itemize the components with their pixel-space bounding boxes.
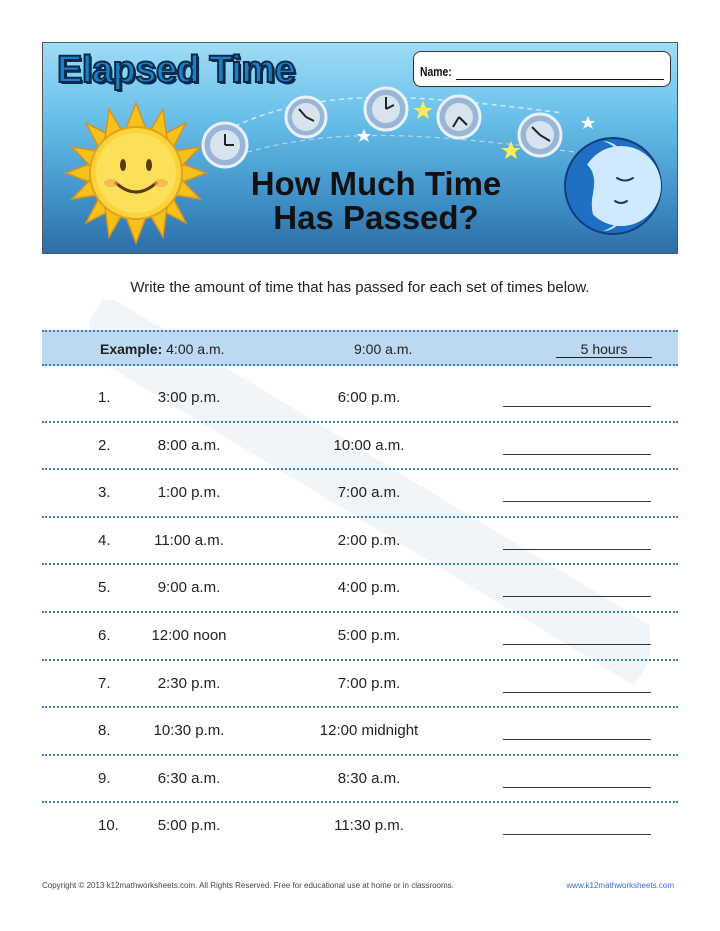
answer-blank[interactable] <box>503 834 651 835</box>
start-time: 1:00 p.m. <box>157 484 221 502</box>
example-row <box>42 330 678 366</box>
sun-icon <box>66 103 206 243</box>
name-field-line[interactable] <box>456 79 664 80</box>
problem-list <box>42 375 678 851</box>
problem-row <box>42 375 678 423</box>
problem-number: 3. <box>98 484 111 502</box>
name-label: Name: <box>420 64 452 79</box>
worksheet-title: Elapsed Time <box>57 49 296 91</box>
problem-number: 6. <box>98 626 111 644</box>
example-end-time: 9:00 a.m. <box>354 341 413 357</box>
end-time: 2:00 p.m. <box>337 531 401 549</box>
start-time: 3:00 p.m. <box>157 389 221 406</box>
problem-row <box>42 803 678 851</box>
answer-blank[interactable] <box>503 739 651 740</box>
answer-blank[interactable] <box>503 549 651 550</box>
headline <box>221 167 531 235</box>
problem-number: 4. <box>98 531 111 549</box>
example-answer: 5 hours <box>556 341 652 358</box>
end-time: 7:00 p.m. <box>337 674 401 692</box>
problem-row <box>42 470 678 518</box>
start-time: 9:00 a.m. <box>157 579 221 597</box>
end-time: 7:00 a.m. <box>337 484 401 502</box>
answer-blank[interactable] <box>503 692 651 693</box>
example-start-time: 4:00 a.m. <box>166 341 225 357</box>
example-start <box>100 341 225 357</box>
start-time: 8:00 a.m. <box>157 436 221 454</box>
start-time: 11:00 a.m. <box>154 531 224 549</box>
answer-blank[interactable] <box>503 501 651 502</box>
problem-number: 2. <box>98 436 111 454</box>
start-time: 12:00 noon <box>151 626 227 644</box>
problem-row <box>42 518 678 566</box>
problem-number: 7. <box>98 674 111 692</box>
end-time: 12:00 midnight <box>319 722 419 740</box>
problem-number: 8. <box>98 722 111 740</box>
start-time: 2:30 p.m. <box>157 674 221 692</box>
answer-blank[interactable] <box>503 406 651 407</box>
clock-icon <box>438 96 480 138</box>
problem-row <box>42 565 678 613</box>
moon-icon <box>565 138 661 234</box>
headline-line-2: Has Passed? <box>273 199 479 236</box>
end-time: 8:30 a.m. <box>337 769 401 787</box>
problem-number: 5. <box>98 579 111 597</box>
end-time: 11:30 p.m. <box>334 817 404 835</box>
problem-row <box>42 613 678 661</box>
clock-icon <box>365 88 407 130</box>
end-time: 4:00 p.m. <box>337 579 401 597</box>
clock-icon <box>519 114 561 156</box>
copyright-text: Copyright © 2013 k12mathworksheets.com. All Rights Reserved. Free for educational use at home or in classrooms. <box>42 881 454 890</box>
answer-blank[interactable] <box>503 454 651 455</box>
problem-row <box>42 756 678 804</box>
answer-blank[interactable] <box>503 787 651 788</box>
problem-row <box>42 708 678 756</box>
start-time: 6:30 a.m. <box>157 769 221 787</box>
end-time: 10:00 a.m. <box>333 436 405 454</box>
clock-icon <box>286 97 326 137</box>
problem-number: 10. <box>98 817 119 835</box>
example-label: Example: <box>100 341 163 357</box>
headline-line-1: How Much Time <box>250 165 502 202</box>
problem-row <box>42 423 678 471</box>
instructions-text: Write the amount of time that has passed for each set of times below. <box>130 279 590 296</box>
end-time: 5:00 p.m. <box>337 626 401 644</box>
website-link[interactable]: www.k12mathworksheets.com <box>566 881 674 890</box>
start-time: 10:30 p.m. <box>153 722 225 740</box>
problem-row <box>42 661 678 709</box>
answer-blank[interactable] <box>503 644 651 645</box>
end-time: 6:00 p.m. <box>337 389 401 406</box>
problem-number: 1. <box>98 389 111 406</box>
start-time: 5:00 p.m. <box>157 817 221 835</box>
problem-number: 9. <box>98 769 111 787</box>
clock-icon <box>203 123 247 167</box>
name-field-box[interactable] <box>413 51 671 87</box>
header-banner <box>42 42 678 254</box>
answer-blank[interactable] <box>503 596 651 597</box>
